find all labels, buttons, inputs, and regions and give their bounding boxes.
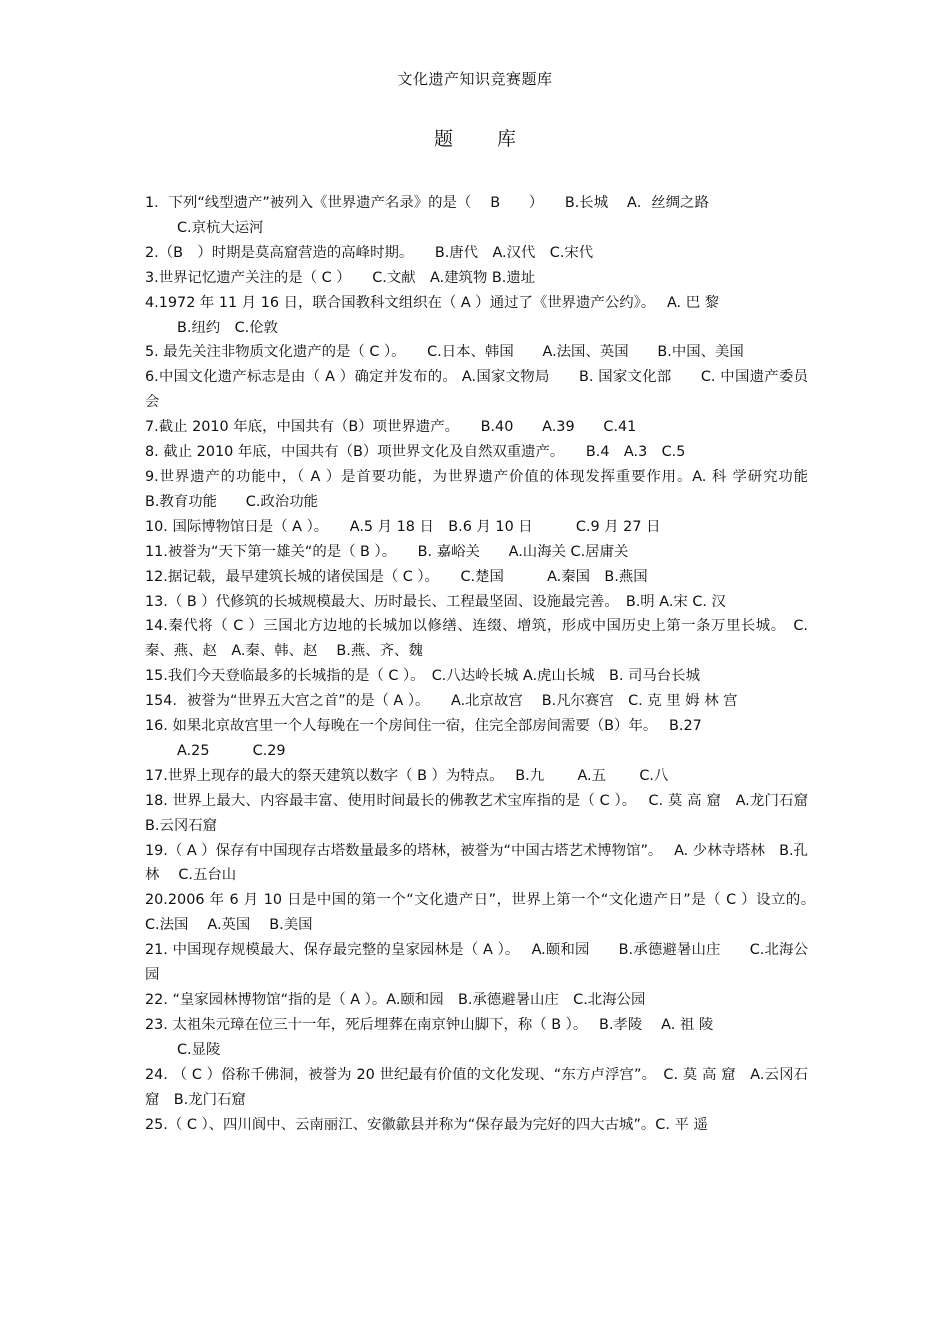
question-text: 4.1972 年 11 月 16 日，联合国教科文组织在（ A ）通过了《世界遗产公约》。 A. 巴 黎: [145, 294, 720, 311]
question-item: [145, 415, 808, 440]
question-text: 13.（ B ）代修筑的长城规模最大、历时最长、工程最坚固、设施最完善。 B.明 A.宋 C. 汉: [145, 593, 726, 610]
question-text: 1．下列“线型遗产”被列入《世界遗产名录》的是（ B ） B.长城 A．丝绸之路: [145, 195, 709, 211]
question-text: 12.据记载，最早建筑长城的诸侯国是（ C ）。 C.楚国 A.秦国 B.燕国: [145, 568, 648, 585]
question-text: 5. 最先关注非物质文化遗产的是（ C ）。 C.日本、韩国 A.法国、英国 B.中国、美国: [145, 344, 744, 361]
question-item: [145, 590, 808, 615]
question-item: [145, 1013, 808, 1063]
question-item: [145, 839, 808, 889]
question-text: 16. 如果北京故宫里一个人每晚在一个房间住一宿，住完全部房间需要（B）年。 B.27: [145, 718, 702, 735]
question-text: 10. 国际博物馆日是（ A ）。 A.5 月 18 日 B.6 月 10 日 C.9 月 27 日: [145, 518, 661, 535]
question-item: [145, 888, 827, 938]
question-options-continued: C.显陵: [177, 1041, 221, 1058]
question-item: [145, 291, 808, 341]
question-item: [145, 515, 808, 540]
question-text: 2.（B ）时期是莫高窟营造的高峰时期。 B.唐代 A.汉代 C.宋代: [145, 244, 594, 261]
question-text: 17.世界上现存的最大的祭天建筑以数字（ B ）为特点。 B.九 A.五 C.八: [145, 767, 669, 784]
question-text: 19.（ A ）保存有中国现存古塔数量最多的塔林，被誉为“中国古塔艺术博物馆”。 A. 少林寺塔林 B.孔林 C.五台山: [145, 842, 808, 884]
question-item: [145, 440, 808, 465]
question-item: [145, 1113, 808, 1138]
question-options-continued: A.25 C.29: [177, 742, 286, 759]
question-text: 14.秦代将（ C ）三国北方边地的长城加以修缮、连缀、增筑，形成中国历史上第一条万里长城。 C.秦、燕、赵 A.秦、韩、赵 B.燕、齐、魏: [145, 618, 808, 660]
question-options-continued: C.京杭大运河: [177, 219, 264, 236]
question-item: [145, 938, 808, 988]
question-text: 24. （ C ）俗称千佛洞，被誉为 20 世纪最有价值的文化发现、“东方卢浮宫”。 C. 莫 高 窟 A.云冈石窟 B.龙门石窟: [145, 1066, 808, 1108]
question-text: 7.截止 2010 年底，中国共有（B）项世界遗产。 B.40 A.39 C.41: [145, 419, 637, 436]
question-text: 25.（ C ）、四川阆中、云南丽江、安徽歙县并称为“保存最为完好的四大古城”。C. 平 遥: [145, 1116, 708, 1133]
question-text: 3.世界记忆遗产关注的是（ C ） C.文献 A.建筑物 B.遗址: [145, 269, 536, 286]
question-text: 11.被誉为“天下第一雄关“的是（ B ）。 B. 嘉峪关 A.山海关 C.居庸关: [145, 543, 629, 560]
question-text: 154．被誉为“世界五大宫之首”的是（ A ）。 A.北京故宫 B.凡尔赛宫 C. 克 里 姆 林 宫: [145, 693, 738, 710]
question-text: 18. 世界上最大、内容最丰富、使用时间最长的佛教艺术宝库指的是（ C ）。 C. 莫 高 窟 A.龙门石窟 B.云冈石窟: [145, 792, 827, 834]
question-item: [145, 365, 808, 415]
question-item: [145, 1063, 808, 1113]
question-text: 22. “皇家园林博物馆“指的是（ A ）。A.颐和园 B.承德避暑山庄 C.北海公园: [145, 992, 646, 1008]
question-item: [145, 241, 808, 266]
question-item: [145, 565, 808, 590]
question-text: 15.我们今天登临最多的长城指的是（ C ）。 C.八达岭长城 A.虎山长城 B. 司马台长城: [145, 668, 700, 685]
page-header: 文化遗产知识竞赛题库: [397, 70, 553, 88]
page-title: [0, 124, 950, 151]
question-text: 8. 截止 2010 年底，中国共有（B）项世界文化及自然双重遗产。 B.4 A.3 C.5: [145, 444, 686, 461]
question-text: 21. 中国现存规模最大、保存最完整的皇家园林是（ A ）。 A.颐和园 B.承德避暑山庄 C.北海公园: [145, 942, 808, 984]
question-item: [145, 789, 827, 839]
question-options-continued: B.纽约 C.伦敦: [177, 319, 279, 336]
question-text: 23. 太祖朱元璋在位三十一年，死后埋葬在南京钟山脚下，称（ B ）。 B.孝陵 A. 祖 陵: [145, 1016, 714, 1033]
title-char-1: 题: [433, 128, 453, 150]
question-text: 9.世界遗产的功能中，（ A ）是首要功能，为世界遗产价值的体现发挥重要作用。A. 科 学研究功能 B.教育功能 C.政治功能: [145, 468, 837, 510]
question-item: [145, 764, 808, 789]
question-item: [145, 340, 808, 365]
question-item: [145, 689, 808, 714]
title-char-2: 库: [497, 128, 517, 150]
question-item: [145, 540, 808, 565]
question-item: [145, 714, 808, 764]
question-text: 20.2006 年 6 月 10 日是中国的第一个“文化遗产日”，世界上第一个“文化遗产日”是（ C ）设立的。 C.法国 A.英国 B.美国: [145, 892, 827, 934]
question-item: [145, 266, 808, 291]
question-item: [145, 988, 808, 1013]
question-text: 6.中国文化遗产标志是由（ A ）确定并发布的。 A.国家文物局 B. 国家文化部 C. 中国遗产委员会: [145, 369, 808, 411]
question-item: [145, 664, 808, 689]
question-item: [145, 465, 837, 515]
question-item: [145, 191, 808, 241]
question-item: [145, 614, 808, 664]
question-list: [145, 191, 837, 1137]
